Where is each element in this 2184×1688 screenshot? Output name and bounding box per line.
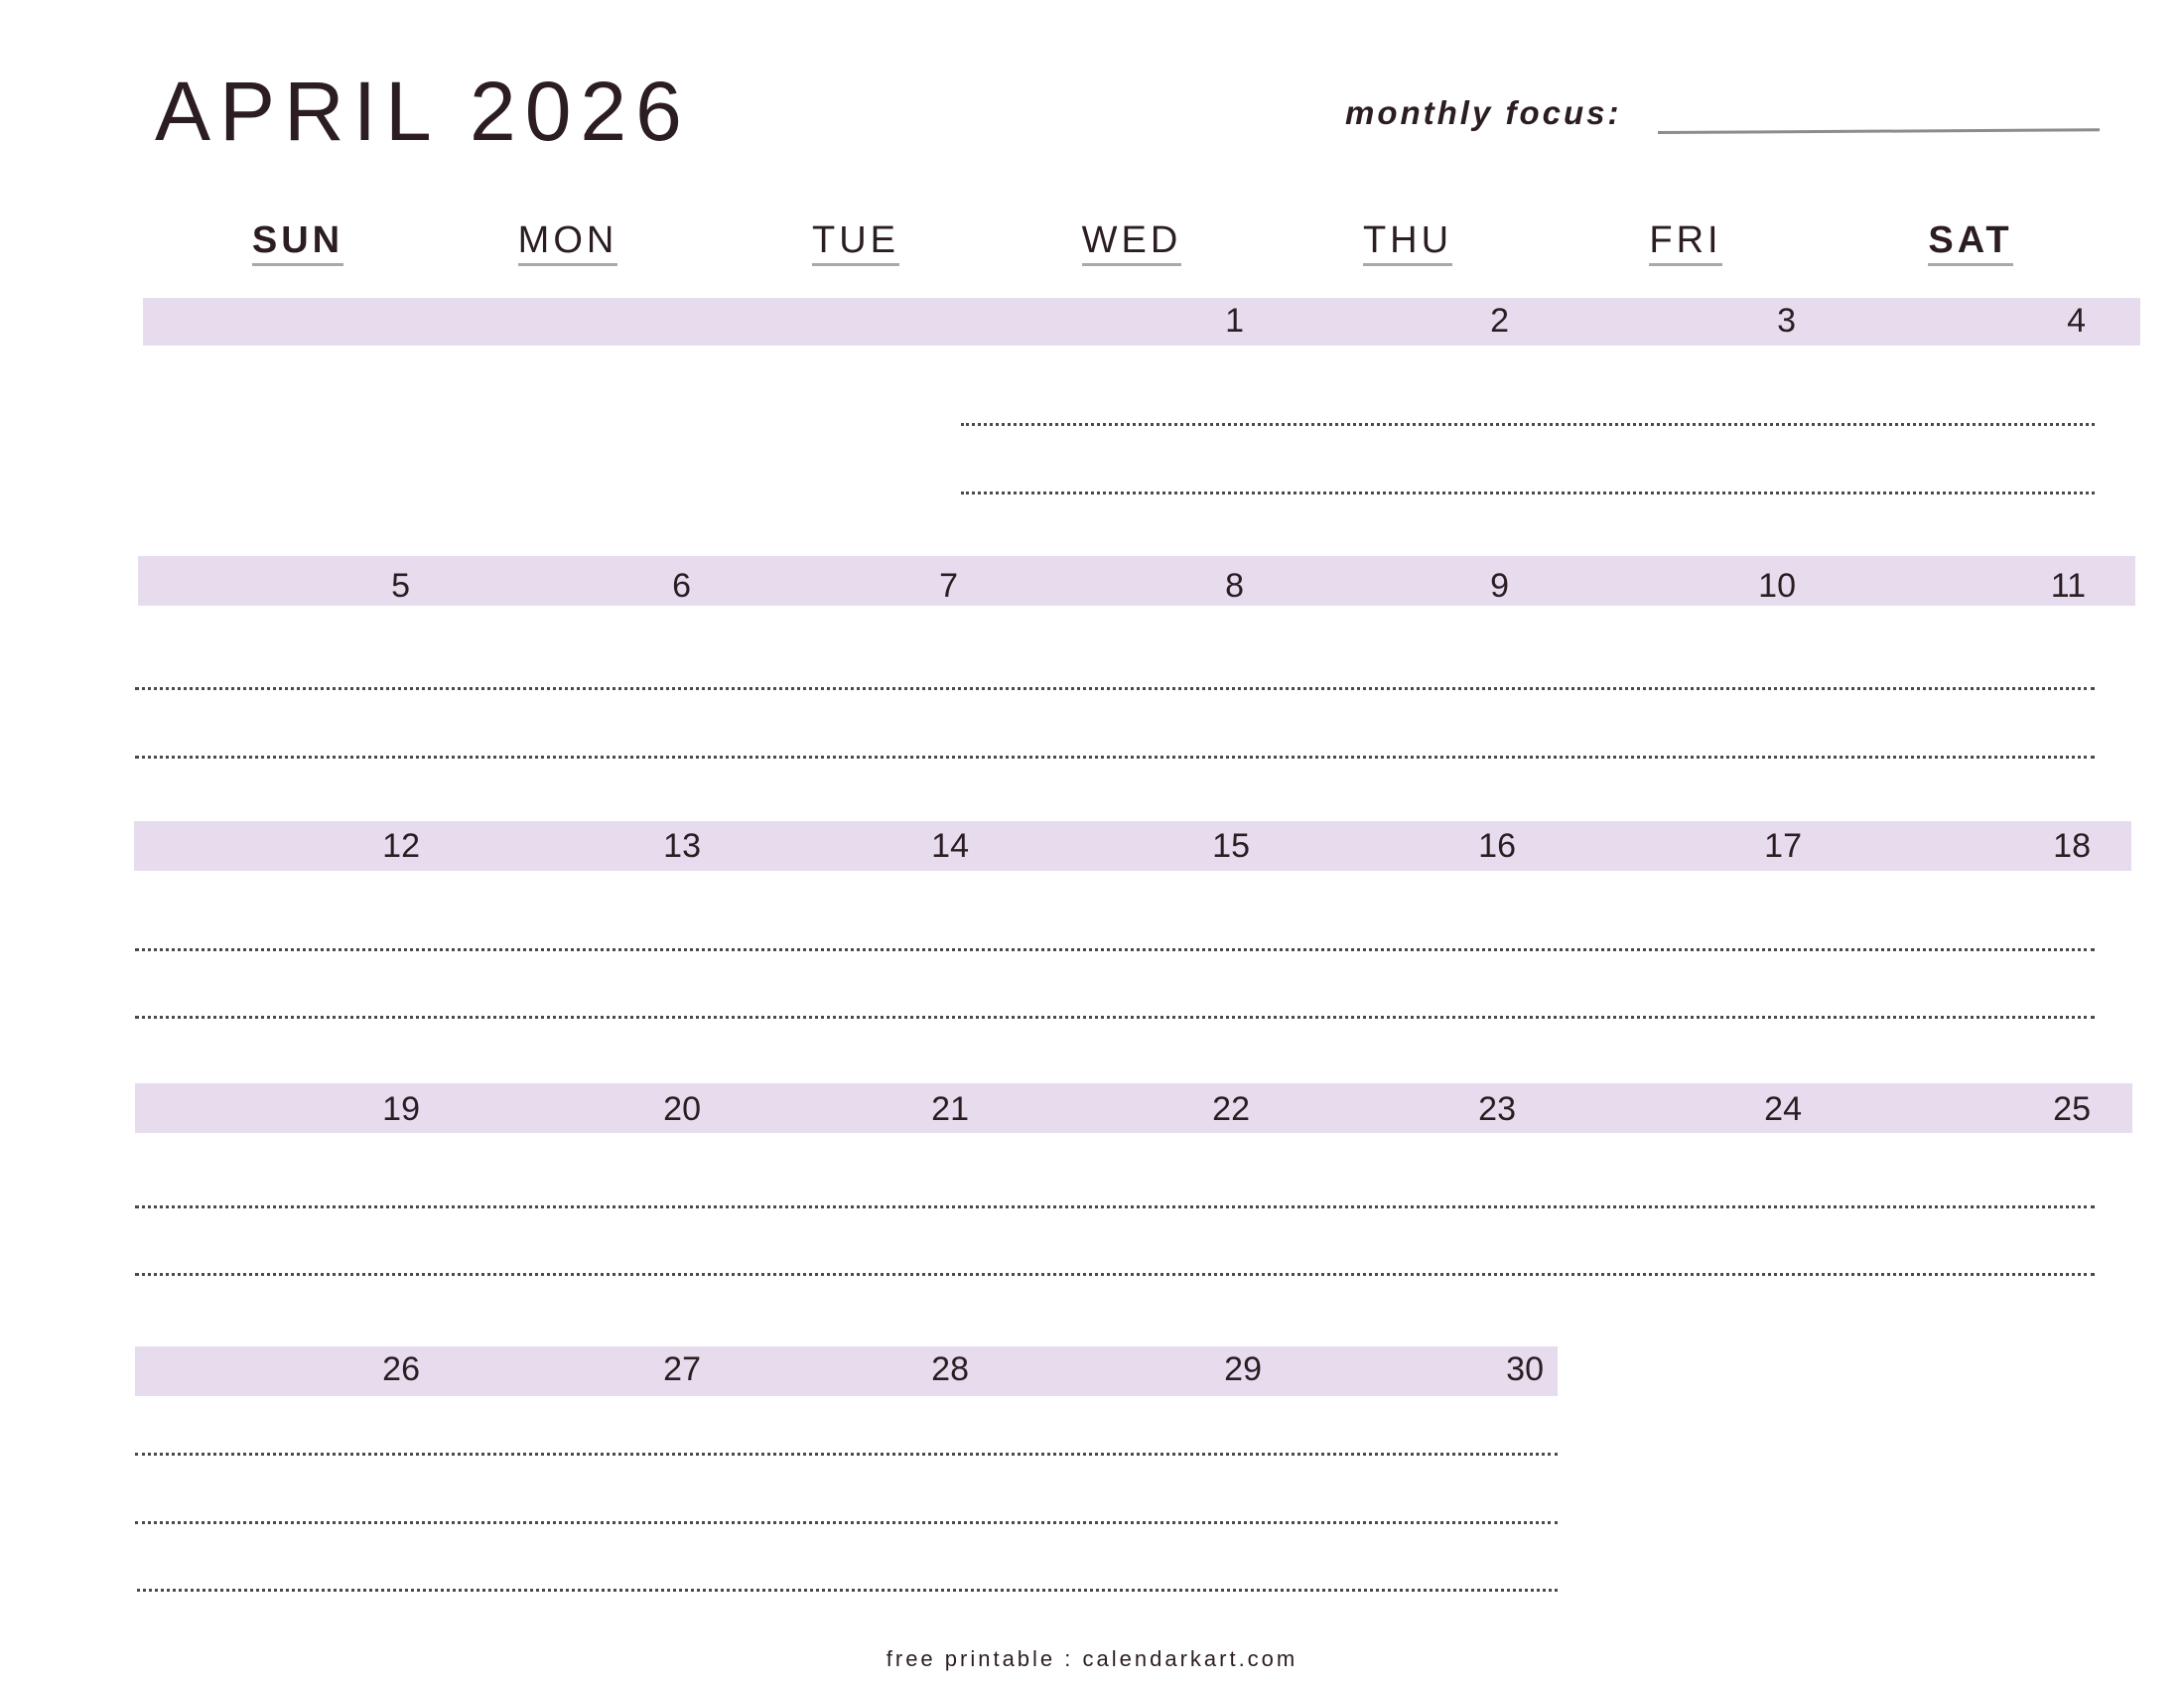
day-number[interactable]: 29 <box>1224 1350 1262 1388</box>
day-number[interactable]: 10 <box>1758 567 1796 605</box>
week-1-band <box>143 298 2140 346</box>
day-number[interactable]: 17 <box>1764 827 1802 865</box>
week-4-band <box>135 1083 2132 1133</box>
day-number[interactable]: 11 <box>2050 567 2086 605</box>
calendar-title: APRIL 2026 <box>155 65 691 158</box>
note-line[interactable] <box>961 423 2095 426</box>
week-2-band <box>138 556 2135 606</box>
weekday-mon: MON <box>478 221 657 266</box>
day-number[interactable]: 12 <box>382 827 420 865</box>
day-number[interactable]: 8 <box>1225 567 1244 605</box>
day-number[interactable]: 2 <box>1490 302 1509 340</box>
day-number[interactable]: 9 <box>1490 567 1509 605</box>
day-number[interactable]: 24 <box>1764 1090 1802 1128</box>
day-number[interactable]: 15 <box>1212 827 1250 865</box>
day-number[interactable]: 19 <box>382 1090 420 1128</box>
note-line[interactable] <box>961 492 2095 494</box>
note-line[interactable] <box>135 1016 2095 1019</box>
note-line[interactable] <box>135 756 2095 759</box>
day-number[interactable]: 20 <box>663 1090 701 1128</box>
monthly-focus-line[interactable] <box>1658 128 2100 134</box>
note-line[interactable] <box>135 948 2095 951</box>
monthly-focus-label: monthly focus: <box>1345 94 1622 131</box>
day-number[interactable]: 6 <box>672 567 691 605</box>
day-number[interactable]: 30 <box>1506 1350 1544 1388</box>
weekday-wed: WED <box>1042 221 1221 266</box>
weekday-sat: SAT <box>1881 221 2060 266</box>
weekday-sun: SUN <box>208 221 387 266</box>
day-number[interactable]: 1 <box>1225 302 1244 340</box>
day-number[interactable]: 28 <box>931 1350 969 1388</box>
day-number[interactable]: 27 <box>663 1350 701 1388</box>
day-number[interactable]: 16 <box>1478 827 1516 865</box>
weekday-thu: THU <box>1318 221 1497 266</box>
footer-credit: free printable : calendarkart.com <box>886 1646 1298 1671</box>
weekday-tue: TUE <box>766 221 945 266</box>
day-number[interactable]: 13 <box>663 827 701 865</box>
note-line[interactable] <box>135 1273 2095 1276</box>
week-3-band <box>134 821 2131 871</box>
note-line[interactable] <box>137 1589 1558 1592</box>
day-number[interactable]: 5 <box>391 567 410 605</box>
day-number[interactable]: 22 <box>1212 1090 1250 1128</box>
note-line[interactable] <box>135 1521 1558 1524</box>
note-line[interactable] <box>135 1453 1558 1456</box>
note-line[interactable] <box>135 1205 2095 1208</box>
note-line[interactable] <box>135 687 2095 690</box>
day-number[interactable]: 25 <box>2053 1090 2091 1128</box>
day-number[interactable]: 4 <box>2067 302 2086 340</box>
day-number[interactable]: 7 <box>939 567 958 605</box>
day-number[interactable]: 14 <box>931 827 969 865</box>
weekday-fri: FRI <box>1596 221 1775 266</box>
day-number[interactable]: 21 <box>931 1090 969 1128</box>
day-number[interactable]: 3 <box>1777 302 1796 340</box>
day-number[interactable]: 23 <box>1478 1090 1516 1128</box>
day-number[interactable]: 26 <box>382 1350 420 1388</box>
day-number[interactable]: 18 <box>2053 827 2091 865</box>
